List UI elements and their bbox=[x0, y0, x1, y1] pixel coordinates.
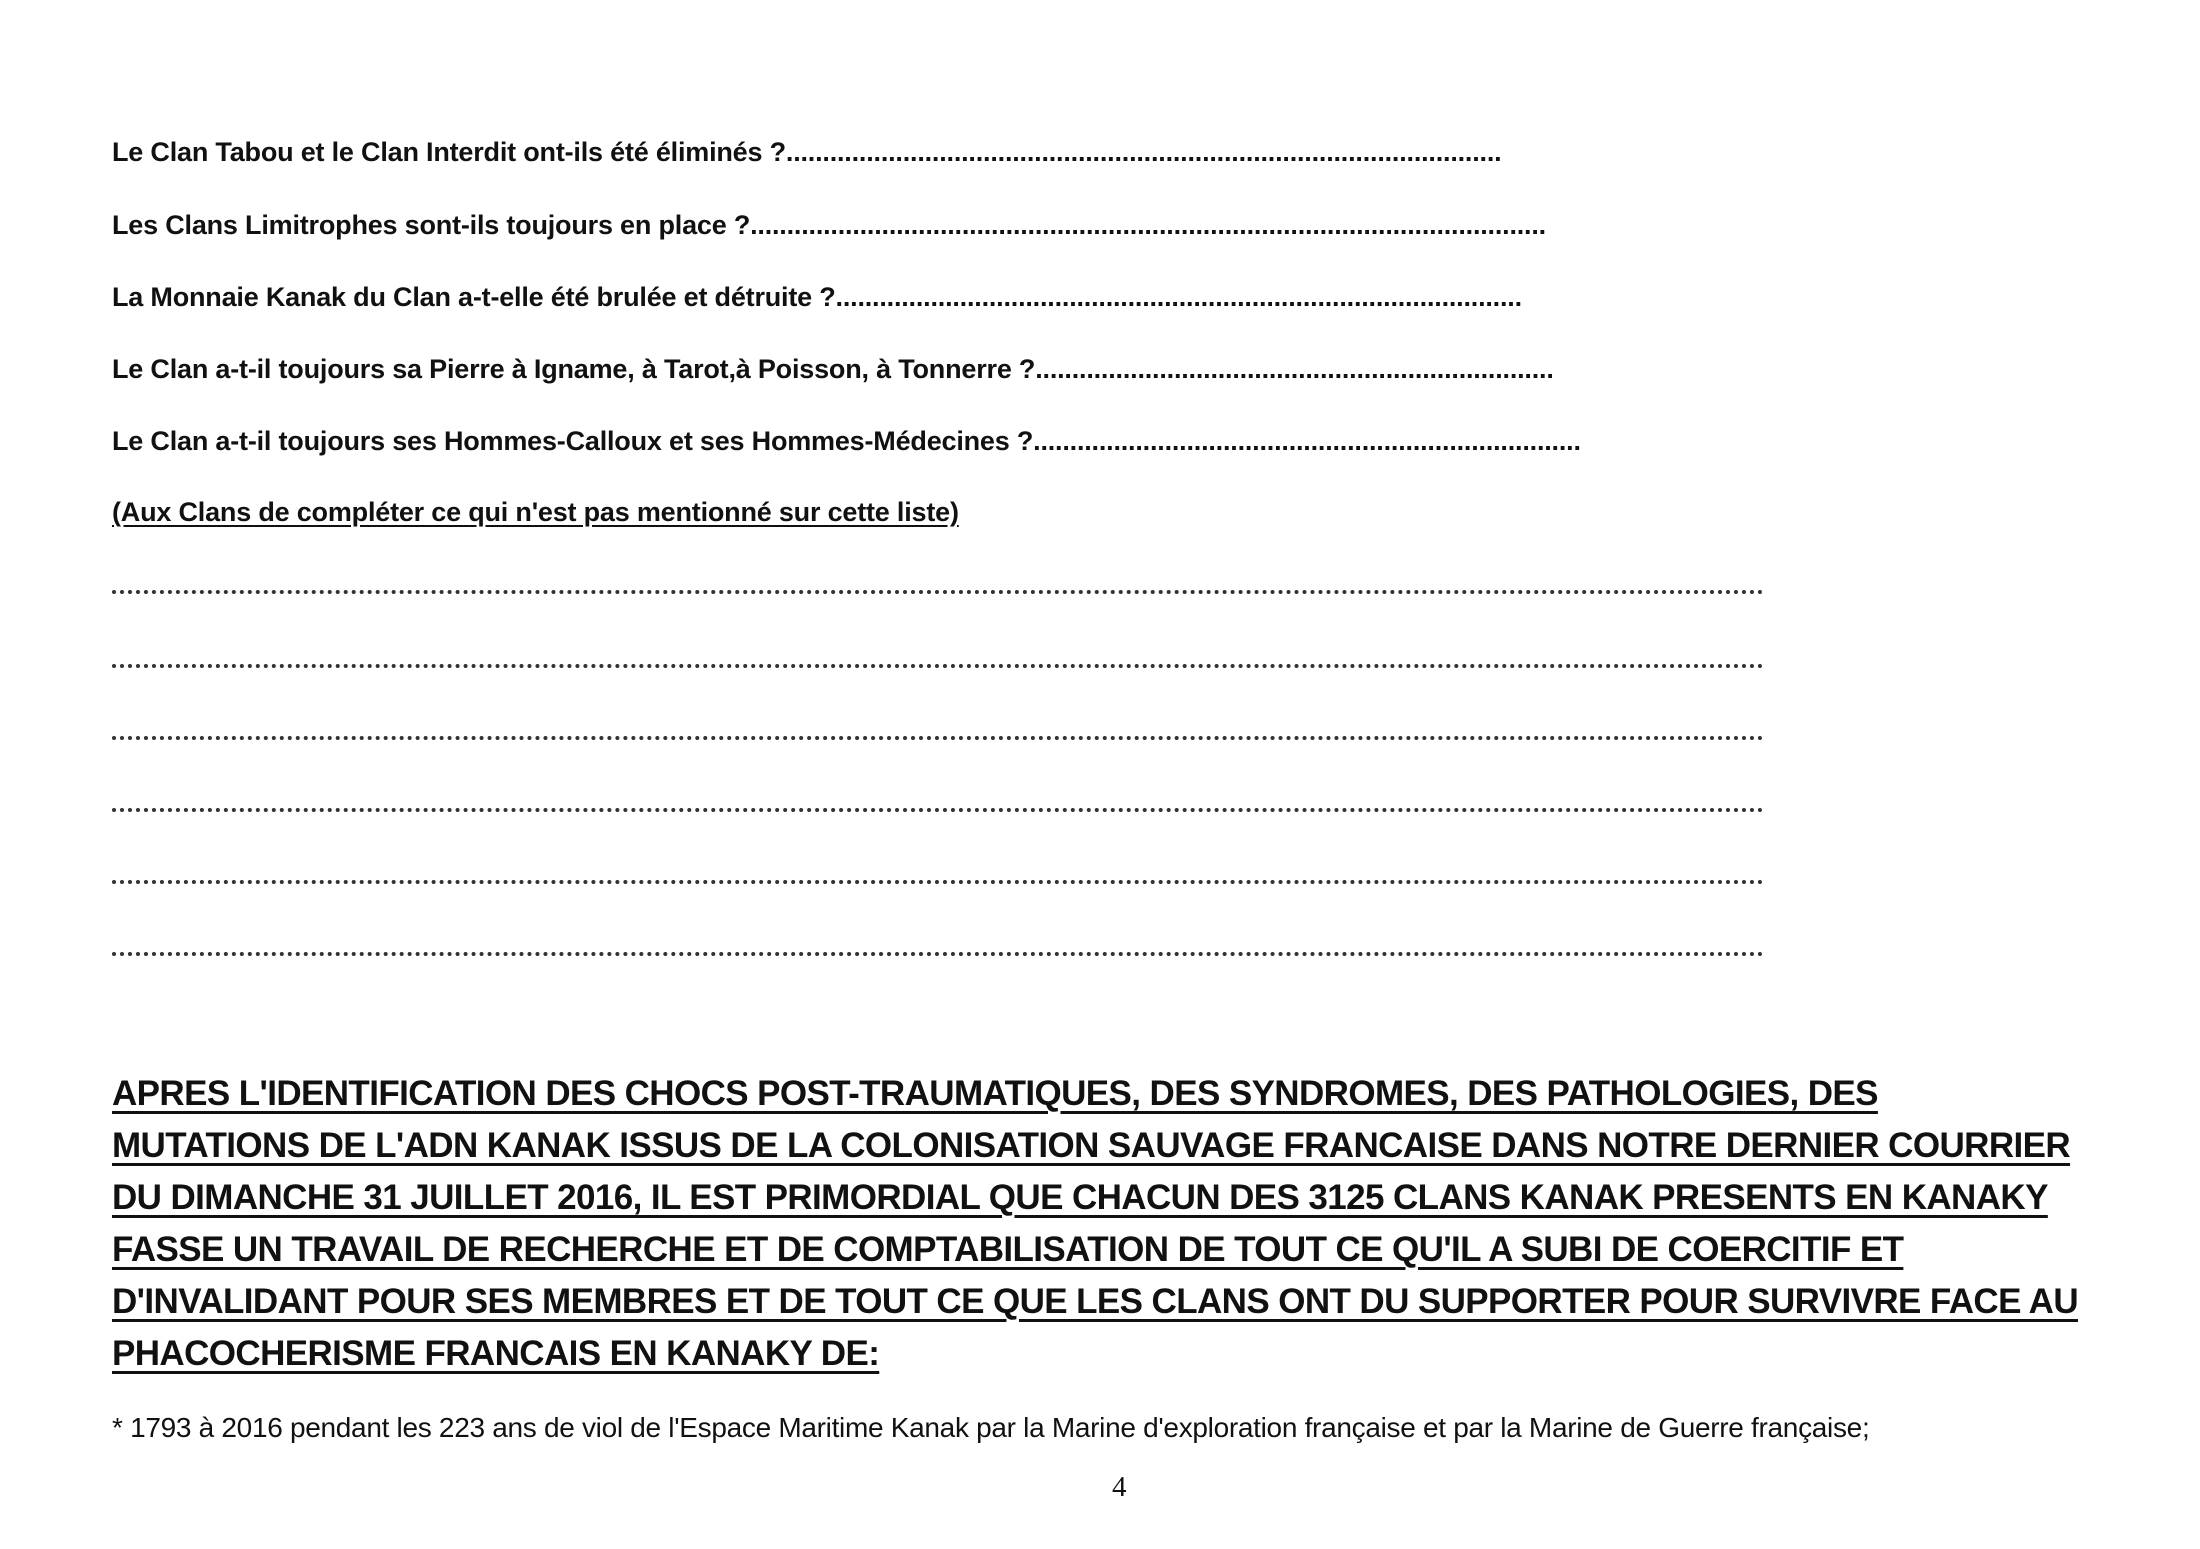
fill-in-line bbox=[112, 876, 1764, 884]
question-pierre-igname: Le Clan a-t-il toujours sa Pierre à Igname, à Tarot,à Poisson, à Tonnerre ?....................................................................... bbox=[112, 354, 1554, 384]
heading-line: DU DIMANCHE 31 JUILLET 2016, IL EST PRIMORDIAL QUE CHACUN DES 3125 CLANS KANAK PRESENTS EN KANAKY bbox=[112, 1178, 2048, 1217]
heading-line: PHACOCHERISME FRANCAIS EN KANAKY DE: bbox=[112, 1334, 880, 1373]
fill-in-line bbox=[112, 732, 1764, 740]
fill-in-line bbox=[112, 660, 1764, 668]
page-number: 4 bbox=[1112, 1471, 1127, 1503]
heading-line: D'INVALIDANT POUR SES MEMBRES ET DE TOUT CE QUE LES CLANS ONT DU SUPPORTER POUR SURVIVRE FACE AU bbox=[112, 1282, 2079, 1321]
fill-in-line bbox=[112, 948, 1764, 956]
fill-in-line bbox=[112, 804, 1764, 812]
bullet-item: * 1793 à 2016 pendant les 223 ans de viol de l'Espace Maritime Kanak par la Marine d'exploration française et par la Marine de Guerre française; bbox=[112, 1412, 1870, 1443]
heading-line: MUTATIONS DE L'ADN KANAK ISSUS DE LA COLONISATION SAUVAGE FRANCAISE DANS NOTRE DERNIER COURRIER bbox=[112, 1126, 2071, 1165]
question-monnaie-kanak: La Monnaie Kanak du Clan a-t-elle été brulée et détruite ?.............................................................................................. bbox=[112, 282, 1522, 312]
question-hommes-calloux: Le Clan a-t-il toujours ses Hommes-Calloux et ses Hommes-Médecines ?........................................................................... bbox=[112, 426, 1581, 456]
fill-in-line bbox=[112, 586, 1764, 594]
section-heading bbox=[112, 1068, 2142, 1380]
heading-line: FASSE UN TRAVAIL DE RECHERCHE ET DE COMPTABILISATION DE TOUT CE QU'IL A SUBI DE COERCITIF ET bbox=[112, 1230, 1904, 1269]
heading-line: APRES L'IDENTIFICATION DES CHOCS POST-TRAUMATIQUES, DES SYNDROMES, DES PATHOLOGIES, DES bbox=[112, 1074, 1878, 1113]
completion-note: (Aux Clans de compléter ce qui n'est pas mentionné sur cette liste) bbox=[112, 497, 959, 527]
question-clans-limitrophes: Les Clans Limitrophes sont-ils toujours en place ?............................................................................................................. bbox=[112, 210, 1546, 240]
question-clan-tabou: Le Clan Tabou et le Clan Interdit ont-ils été éliminés ?.................................................................................................. bbox=[112, 137, 1502, 167]
